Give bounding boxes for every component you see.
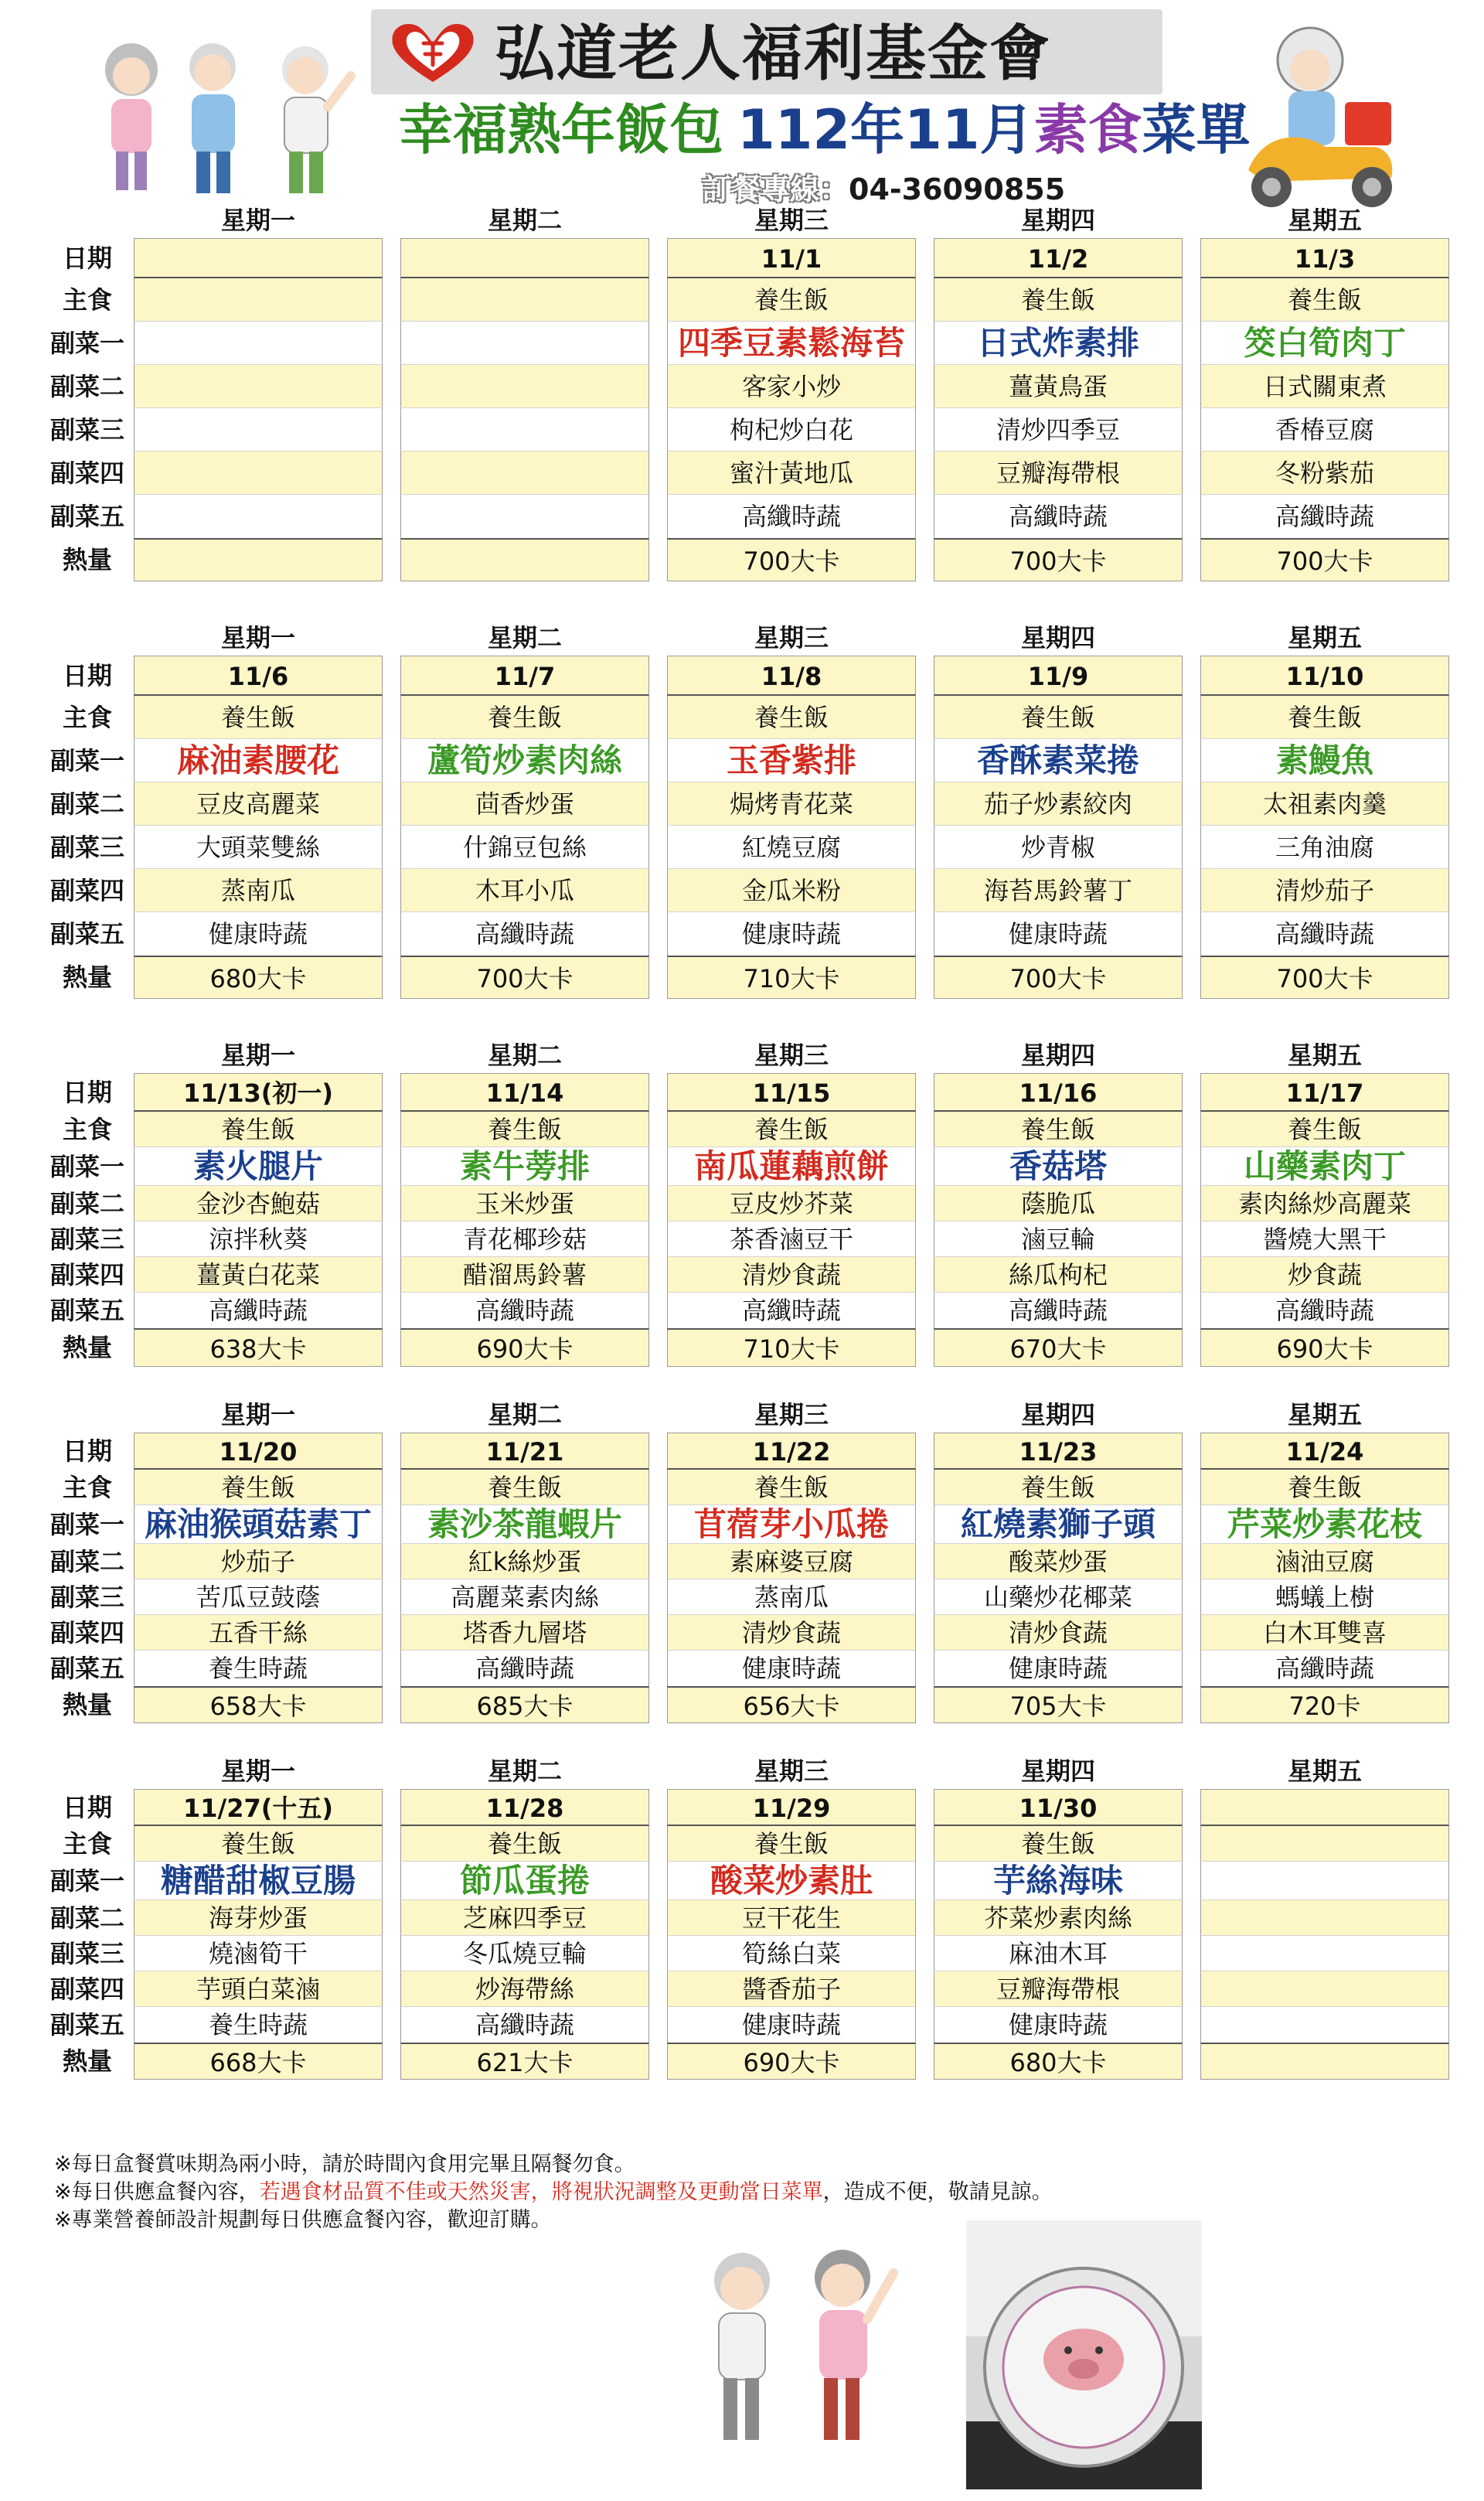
- side-dish-4-cell: 芋頭白菜滷: [134, 1971, 383, 2007]
- side-dish-5-cell: 高纖時蔬: [134, 1293, 383, 1328]
- date-cell: 11/14: [400, 1073, 649, 1112]
- date-cell: [400, 238, 649, 278]
- delivery-scooter-illustration: [1217, 15, 1411, 220]
- side-dish-2-cell: 豆干花生: [667, 1900, 916, 1936]
- date-cell: 11/28: [400, 1789, 649, 1826]
- calories-cell: 638大卡: [134, 1328, 383, 1367]
- side-dish-5-cell: 健康時蔬: [134, 912, 383, 956]
- staple-cell: 養生飯: [400, 1826, 649, 1862]
- row-label: 熱量: [62, 545, 112, 574]
- side-dish-3-cell: 冬瓜燒豆輪: [400, 1936, 649, 1971]
- side-dish-4-cell: 醋溜馬鈴薯: [400, 1257, 649, 1293]
- side-dish-3-cell: 筍絲白菜: [667, 1936, 916, 1971]
- staple-cell: 養生飯: [400, 1470, 649, 1505]
- side-dish-3-cell: 山藥炒花椰菜: [934, 1579, 1183, 1615]
- main-dish-cell: 糖醋甜椒豆腸: [134, 1862, 383, 1900]
- side-dish-2-cell: [400, 365, 649, 408]
- side-dish-5-cell: 高纖時蔬: [1200, 495, 1449, 538]
- side-dish-2-cell: 酸菜炒蛋: [934, 1544, 1183, 1579]
- side-dish-5-cell: 健康時蔬: [934, 912, 1183, 956]
- side-dish-2-cell: 茴香炒蛋: [400, 782, 649, 826]
- calories-cell: 705大卡: [934, 1686, 1183, 1723]
- staple-cell: 養生飯: [667, 278, 916, 322]
- row-label: 副菜二: [49, 1903, 124, 1933]
- date-cell: 11/3: [1200, 238, 1449, 278]
- day-header: 星期五: [1287, 623, 1362, 653]
- side-dish-2-cell: 紅k絲炒蛋: [400, 1544, 649, 1579]
- row-label: 副菜一: [49, 1866, 124, 1896]
- calories-cell: 700大卡: [667, 538, 916, 581]
- side-dish-2-cell: 客家小炒: [667, 365, 916, 408]
- date-cell: 11/10: [1200, 656, 1449, 696]
- date-cell: 11/21: [400, 1433, 649, 1470]
- side-dish-5-cell: 健康時蔬: [667, 2007, 916, 2043]
- day-header: 星期四: [1020, 1756, 1095, 1786]
- staple-cell: 養生飯: [667, 696, 916, 739]
- side-dish-2-cell: 素麻婆豆腐: [667, 1544, 916, 1579]
- side-dish-2-cell: 太祖素肉羹: [1200, 782, 1449, 826]
- note-shelf-life: ※每日盒餐賞味期為兩小時，請於時間內食用完畢且隔餐勿食。: [54, 2152, 635, 2176]
- calories-cell: 720卡: [1200, 1686, 1449, 1723]
- calories-cell: 700大卡: [400, 956, 649, 999]
- row-label: 副菜三: [49, 1583, 124, 1612]
- main-dish-cell: 素鰻魚: [1200, 739, 1449, 782]
- side-dish-3-cell: 滷豆輪: [934, 1222, 1183, 1257]
- day-header: 星期四: [1020, 206, 1095, 235]
- day-header: 星期一: [220, 1400, 295, 1429]
- side-dish-3-cell: 三角油腐: [1200, 826, 1449, 869]
- side-dish-5-cell: 高纖時蔬: [1200, 1293, 1449, 1328]
- side-dish-4-cell: 白木耳雙喜: [1200, 1615, 1449, 1651]
- side-dish-2-cell: 芝麻四季豆: [400, 1900, 649, 1936]
- day-header: 星期一: [220, 1756, 295, 1786]
- row-label: 副菜五: [49, 1654, 124, 1683]
- row-label: 副菜二: [49, 1189, 124, 1218]
- row-label: 副菜一: [49, 1152, 124, 1181]
- main-dish-cell: 芹菜炒素花枝: [1200, 1505, 1449, 1544]
- calories-cell: [134, 538, 383, 581]
- side-dish-2-cell: 素肉絲炒高麗菜: [1200, 1186, 1449, 1222]
- row-label: 副菜三: [49, 833, 124, 862]
- side-dish-5-cell: 健康時蔬: [667, 912, 916, 956]
- side-dish-4-cell: 絲瓜枸杞: [934, 1257, 1183, 1293]
- side-dish-4-cell: 清炒茄子: [1200, 869, 1449, 912]
- side-dish-5-cell: 高纖時蔬: [400, 1293, 649, 1328]
- main-dish-cell: 南瓜蓮藕煎餅: [667, 1147, 916, 1186]
- side-dish-3-cell: 燒滷筍干: [134, 1936, 383, 1971]
- side-dish-3-cell: [1200, 1936, 1449, 1971]
- row-label: 熱量: [62, 1333, 112, 1362]
- organization-name: 弘道老人福利基金會: [495, 19, 1052, 89]
- calories-cell: 680大卡: [934, 2043, 1183, 2080]
- side-dish-2-cell: 焗烤青花菜: [667, 782, 916, 826]
- side-dish-2-cell: [134, 365, 383, 408]
- side-dish-3-cell: 青花椰珍菇: [400, 1222, 649, 1257]
- staple-cell: 養生飯: [667, 1470, 916, 1505]
- menu-title: [399, 91, 1251, 169]
- main-dish-cell: 蘆筍炒素肉絲: [400, 739, 649, 782]
- date-cell: 11/17: [1200, 1073, 1449, 1112]
- side-dish-5-cell: 健康時蔬: [667, 1651, 916, 1686]
- calories-cell: 700大卡: [1200, 538, 1449, 581]
- side-dish-3-cell: 茶香滷豆干: [667, 1222, 916, 1257]
- day-header: 星期一: [220, 1041, 295, 1070]
- calories-cell: 690大卡: [400, 1328, 649, 1367]
- side-dish-5-cell: 高纖時蔬: [400, 1651, 649, 1686]
- day-header: 星期二: [487, 1041, 562, 1070]
- row-label: 主食: [62, 1473, 112, 1502]
- row-label: 副菜四: [49, 1260, 124, 1290]
- row-label: 副菜三: [49, 1939, 124, 1968]
- date-cell: 11/23: [934, 1433, 1183, 1470]
- day-header: 星期三: [754, 1041, 829, 1070]
- date-cell: 11/13(初一): [134, 1073, 383, 1112]
- staple-cell: 養生飯: [1200, 696, 1449, 739]
- day-header: 星期三: [754, 1756, 829, 1786]
- row-label: 主食: [62, 1829, 112, 1859]
- side-dish-3-cell: 高麗菜素肉絲: [400, 1579, 649, 1615]
- row-label: 副菜二: [49, 372, 124, 401]
- side-dish-2-cell: 玉米炒蛋: [400, 1186, 649, 1222]
- day-header: 星期三: [754, 623, 829, 653]
- calories-cell: 700大卡: [1200, 956, 1449, 999]
- side-dish-3-cell: 苦瓜豆鼓蔭: [134, 1579, 383, 1615]
- row-label: 副菜四: [49, 458, 124, 488]
- day-header: 星期五: [1287, 1400, 1362, 1429]
- note-menu-change-end: ，造成不便，敬請見諒。: [822, 2180, 1053, 2204]
- staple-cell: 養生飯: [934, 278, 1183, 322]
- side-dish-4-cell: 豆瓣海帶根: [934, 451, 1183, 495]
- side-dish-5-cell: [400, 495, 649, 538]
- menu-title-program: 幸福熟年飯包: [399, 98, 723, 162]
- row-label: 日期: [62, 1078, 112, 1107]
- side-dish-2-cell: 茄子炒素絞肉: [934, 782, 1183, 826]
- row-label: 副菜五: [49, 502, 124, 531]
- row-label: 日期: [62, 1436, 112, 1466]
- row-label: 熱量: [62, 1690, 112, 1719]
- staple-cell: 養生飯: [134, 1826, 383, 1862]
- side-dish-3-cell: [400, 408, 649, 451]
- side-dish-3-cell: 炒青椒: [934, 826, 1183, 869]
- day-header: 星期五: [1287, 206, 1362, 235]
- side-dish-5-cell: 高纖時蔬: [1200, 912, 1449, 956]
- calories-cell: [400, 538, 649, 581]
- side-dish-2-cell: 金沙杏鮑菇: [134, 1186, 383, 1222]
- staple-cell: [134, 278, 383, 322]
- side-dish-2-cell: 薑黃鳥蛋: [934, 365, 1183, 408]
- date-cell: 11/8: [667, 656, 916, 696]
- row-label: 日期: [62, 244, 112, 273]
- side-dish-4-cell: 清炒食蔬: [667, 1257, 916, 1293]
- main-dish-cell: 素沙茶龍蝦片: [400, 1505, 649, 1544]
- side-dish-3-cell: 麻油木耳: [934, 1936, 1183, 1971]
- row-label: 主食: [62, 285, 112, 315]
- row-label: 副菜五: [49, 919, 124, 949]
- menu-title-type: 素食: [1033, 98, 1142, 162]
- staple-cell: 養生飯: [934, 1470, 1183, 1505]
- date-cell: 11/15: [667, 1073, 916, 1112]
- certified-pork-sticker-photo: [966, 2220, 1202, 2489]
- side-dish-5-cell: [134, 495, 383, 538]
- row-label: 副菜一: [49, 1510, 124, 1539]
- menu-title-month: 112年11月: [737, 98, 1034, 162]
- calories-cell: 690大卡: [1200, 1328, 1449, 1367]
- date-cell: 11/27(十五): [134, 1789, 383, 1826]
- side-dish-4-cell: [134, 451, 383, 495]
- note-dietitian: ※專業營養師設計規劃每日供應盒餐內容，歡迎訂購。: [54, 2208, 552, 2232]
- row-label: 副菜一: [49, 746, 124, 775]
- date-cell: 11/2: [934, 238, 1183, 278]
- calories-cell: 668大卡: [134, 2043, 383, 2080]
- side-dish-3-cell: 枸杞炒白花: [667, 408, 916, 451]
- side-dish-5-cell: 高纖時蔬: [934, 1293, 1183, 1328]
- day-header: 星期三: [754, 1400, 829, 1429]
- row-label: 副菜二: [49, 789, 124, 819]
- main-dish-cell: [134, 322, 383, 365]
- row-label: 副菜四: [49, 876, 124, 905]
- side-dish-5-cell: 高纖時蔬: [1200, 1651, 1449, 1686]
- row-label: 熱量: [62, 963, 112, 992]
- day-header: 星期二: [487, 1400, 562, 1429]
- hotline-number: 04-36090855: [849, 172, 1066, 206]
- side-dish-2-cell: [1200, 1900, 1449, 1936]
- side-dish-4-cell: 蜜汁黃地瓜: [667, 451, 916, 495]
- staple-cell: 養生飯: [1200, 1470, 1449, 1505]
- date-cell: 11/22: [667, 1433, 916, 1470]
- side-dish-3-cell: 什錦豆包絲: [400, 826, 649, 869]
- main-dish-cell: 麻油猴頭菇素丁: [134, 1505, 383, 1544]
- main-dish-cell: 香酥素菜捲: [934, 739, 1183, 782]
- row-label: 日期: [62, 661, 112, 690]
- main-dish-cell: 節瓜蛋捲: [400, 1862, 649, 1900]
- day-header: 星期四: [1020, 623, 1095, 653]
- staple-cell: 養生飯: [134, 1112, 383, 1147]
- side-dish-4-cell: 金瓜米粉: [667, 869, 916, 912]
- side-dish-5-cell: 養生時蔬: [134, 1651, 383, 1686]
- staple-cell: 養生飯: [134, 696, 383, 739]
- row-label: 副菜一: [49, 329, 124, 358]
- row-label: 主食: [62, 703, 112, 732]
- side-dish-4-cell: 炒食蔬: [1200, 1257, 1449, 1293]
- side-dish-5-cell: [1200, 2007, 1449, 2043]
- side-dish-2-cell: 海芽炒蛋: [134, 1900, 383, 1936]
- calories-cell: 710大卡: [667, 956, 916, 999]
- main-dish-cell: 筊白筍肉丁: [1200, 322, 1449, 365]
- note-menu-change: [54, 2179, 1368, 2206]
- row-label: 副菜五: [49, 1296, 124, 1325]
- staple-cell: 養生飯: [667, 1112, 916, 1147]
- row-label: 副菜三: [49, 1225, 124, 1254]
- side-dish-4-cell: 清炒食蔬: [934, 1615, 1183, 1651]
- date-cell: [134, 238, 383, 278]
- hotline-label: 訂餐專線：: [702, 172, 849, 206]
- main-dish-cell: 日式炸素排: [934, 322, 1183, 365]
- staple-cell: 養生飯: [667, 1826, 916, 1862]
- row-label: 副菜四: [49, 1618, 124, 1647]
- side-dish-4-cell: 木耳小瓜: [400, 869, 649, 912]
- side-dish-2-cell: 豆皮高麗菜: [134, 782, 383, 826]
- main-dish-cell: 紅燒素獅子頭: [934, 1505, 1183, 1544]
- main-dish-cell: 麻油素腰花: [134, 739, 383, 782]
- side-dish-3-cell: 大頭菜雙絲: [134, 826, 383, 869]
- side-dish-4-cell: 炒海帶絲: [400, 1971, 649, 2007]
- staple-cell: [1200, 1826, 1449, 1862]
- side-dish-2-cell: 蔭脆瓜: [934, 1186, 1183, 1222]
- elderly-group-illustration: [85, 22, 363, 199]
- main-dish-cell: 酸菜炒素肚: [667, 1862, 916, 1900]
- note-menu-change-warning: 若遇食材品質不佳或天然災害，將視狀況調整及更動當日菜單: [259, 2180, 823, 2204]
- side-dish-4-cell: 五香干絲: [134, 1615, 383, 1651]
- side-dish-4-cell: [1200, 1971, 1449, 2007]
- day-header: 星期三: [754, 206, 829, 235]
- row-label: 日期: [62, 1793, 112, 1822]
- side-dish-4-cell: 蒸南瓜: [134, 869, 383, 912]
- date-cell: 11/9: [934, 656, 1183, 696]
- side-dish-5-cell: 高纖時蔬: [400, 912, 649, 956]
- main-dish-cell: 四季豆素鬆海苔: [667, 322, 916, 365]
- main-dish-cell: 芋絲海味: [934, 1862, 1183, 1900]
- row-label: 副菜四: [49, 1975, 124, 2004]
- day-header: 星期二: [487, 623, 562, 653]
- elderly-couple-illustration: [680, 2227, 912, 2458]
- row-label: 副菜五: [49, 2010, 124, 2039]
- side-dish-3-cell: 涼拌秋葵: [134, 1222, 383, 1257]
- side-dish-3-cell: [134, 408, 383, 451]
- side-dish-4-cell: 清炒食蔬: [667, 1615, 916, 1651]
- calories-cell: 658大卡: [134, 1686, 383, 1723]
- staple-cell: [400, 278, 649, 322]
- staple-cell: 養生飯: [400, 696, 649, 739]
- main-dish-cell: 香菇塔: [934, 1147, 1183, 1186]
- date-cell: 11/6: [134, 656, 383, 696]
- day-header: 星期四: [1020, 1041, 1095, 1070]
- day-header: 星期一: [220, 206, 295, 235]
- side-dish-5-cell: 健康時蔬: [934, 2007, 1183, 2043]
- staple-cell: 養生飯: [1200, 278, 1449, 322]
- side-dish-5-cell: 養生時蔬: [134, 2007, 383, 2043]
- date-cell: 11/20: [134, 1433, 383, 1470]
- side-dish-2-cell: 炒茄子: [134, 1544, 383, 1579]
- side-dish-3-cell: 蒸南瓜: [667, 1579, 916, 1615]
- side-dish-4-cell: 海苔馬鈴薯丁: [934, 869, 1183, 912]
- calories-cell: 710大卡: [667, 1328, 916, 1367]
- calories-cell: 700大卡: [934, 956, 1183, 999]
- day-header: 星期二: [487, 1756, 562, 1786]
- side-dish-2-cell: 芥菜炒素肉絲: [934, 1900, 1183, 1936]
- staple-cell: 養生飯: [934, 1826, 1183, 1862]
- side-dish-3-cell: 香椿豆腐: [1200, 408, 1449, 451]
- side-dish-4-cell: 豆瓣海帶根: [934, 1971, 1183, 2007]
- main-dish-cell: [1200, 1862, 1449, 1900]
- day-header: 星期五: [1287, 1041, 1362, 1070]
- side-dish-2-cell: 豆皮炒芥菜: [667, 1186, 916, 1222]
- side-dish-3-cell: 螞蟻上樹: [1200, 1579, 1449, 1615]
- side-dish-4-cell: 醬香茄子: [667, 1971, 916, 2007]
- staple-cell: 養生飯: [934, 696, 1183, 739]
- staple-cell: 養生飯: [934, 1112, 1183, 1147]
- side-dish-4-cell: [400, 451, 649, 495]
- staple-cell: 養生飯: [400, 1112, 649, 1147]
- side-dish-4-cell: 冬粉紫茄: [1200, 451, 1449, 495]
- side-dish-4-cell: 薑黃白花菜: [134, 1257, 383, 1293]
- calories-cell: 700大卡: [934, 538, 1183, 581]
- calories-cell: 621大卡: [400, 2043, 649, 2080]
- side-dish-5-cell: 高纖時蔬: [667, 1293, 916, 1328]
- calories-cell: 670大卡: [934, 1328, 1183, 1367]
- row-label: 熱量: [62, 2046, 112, 2076]
- day-header: 星期四: [1020, 1400, 1095, 1429]
- side-dish-3-cell: 紅燒豆腐: [667, 826, 916, 869]
- staple-cell: 養生飯: [134, 1470, 383, 1505]
- row-label: 副菜三: [49, 415, 124, 445]
- calories-cell: 690大卡: [667, 2043, 916, 2080]
- side-dish-5-cell: 健康時蔬: [934, 1651, 1183, 1686]
- side-dish-5-cell: 高纖時蔬: [400, 2007, 649, 2043]
- date-cell: 11/16: [934, 1073, 1183, 1112]
- menu-title-suffix: 菜單: [1142, 98, 1251, 162]
- date-cell: [1200, 1789, 1449, 1826]
- date-cell: 11/24: [1200, 1433, 1449, 1470]
- side-dish-2-cell: 滷油豆腐: [1200, 1544, 1449, 1579]
- row-label: 副菜二: [49, 1547, 124, 1576]
- day-header: 星期五: [1287, 1756, 1362, 1786]
- day-header: 星期二: [487, 206, 562, 235]
- day-header: 星期一: [220, 623, 295, 653]
- note-menu-change-start: ※每日供應盒餐內容，: [54, 2180, 260, 2204]
- main-dish-cell: 山藥素肉丁: [1200, 1147, 1449, 1186]
- side-dish-3-cell: 清炒四季豆: [934, 408, 1183, 451]
- calories-cell: 656大卡: [667, 1686, 916, 1723]
- main-dish-cell: 玉香紫排: [667, 739, 916, 782]
- main-dish-cell: 素火腿片: [134, 1147, 383, 1186]
- row-label: 主食: [62, 1115, 112, 1144]
- calories-cell: 680大卡: [134, 956, 383, 999]
- date-cell: 11/1: [667, 238, 916, 278]
- main-dish-cell: 苜蓿芽小瓜捲: [667, 1505, 916, 1544]
- side-dish-3-cell: 醬燒大黑干: [1200, 1222, 1449, 1257]
- main-dish-cell: [400, 322, 649, 365]
- side-dish-5-cell: 高纖時蔬: [667, 495, 916, 538]
- calories-cell: [1200, 2043, 1449, 2080]
- foundation-logo-icon: [386, 20, 479, 85]
- side-dish-2-cell: 日式關東煮: [1200, 365, 1449, 408]
- main-dish-cell: 素牛蒡排: [400, 1147, 649, 1186]
- staple-cell: 養生飯: [1200, 1112, 1449, 1147]
- side-dish-5-cell: 高纖時蔬: [934, 495, 1183, 538]
- date-cell: 11/29: [667, 1789, 916, 1826]
- calories-cell: 685大卡: [400, 1686, 649, 1723]
- date-cell: 11/7: [400, 656, 649, 696]
- side-dish-4-cell: 塔香九層塔: [400, 1615, 649, 1651]
- date-cell: 11/30: [934, 1789, 1183, 1826]
